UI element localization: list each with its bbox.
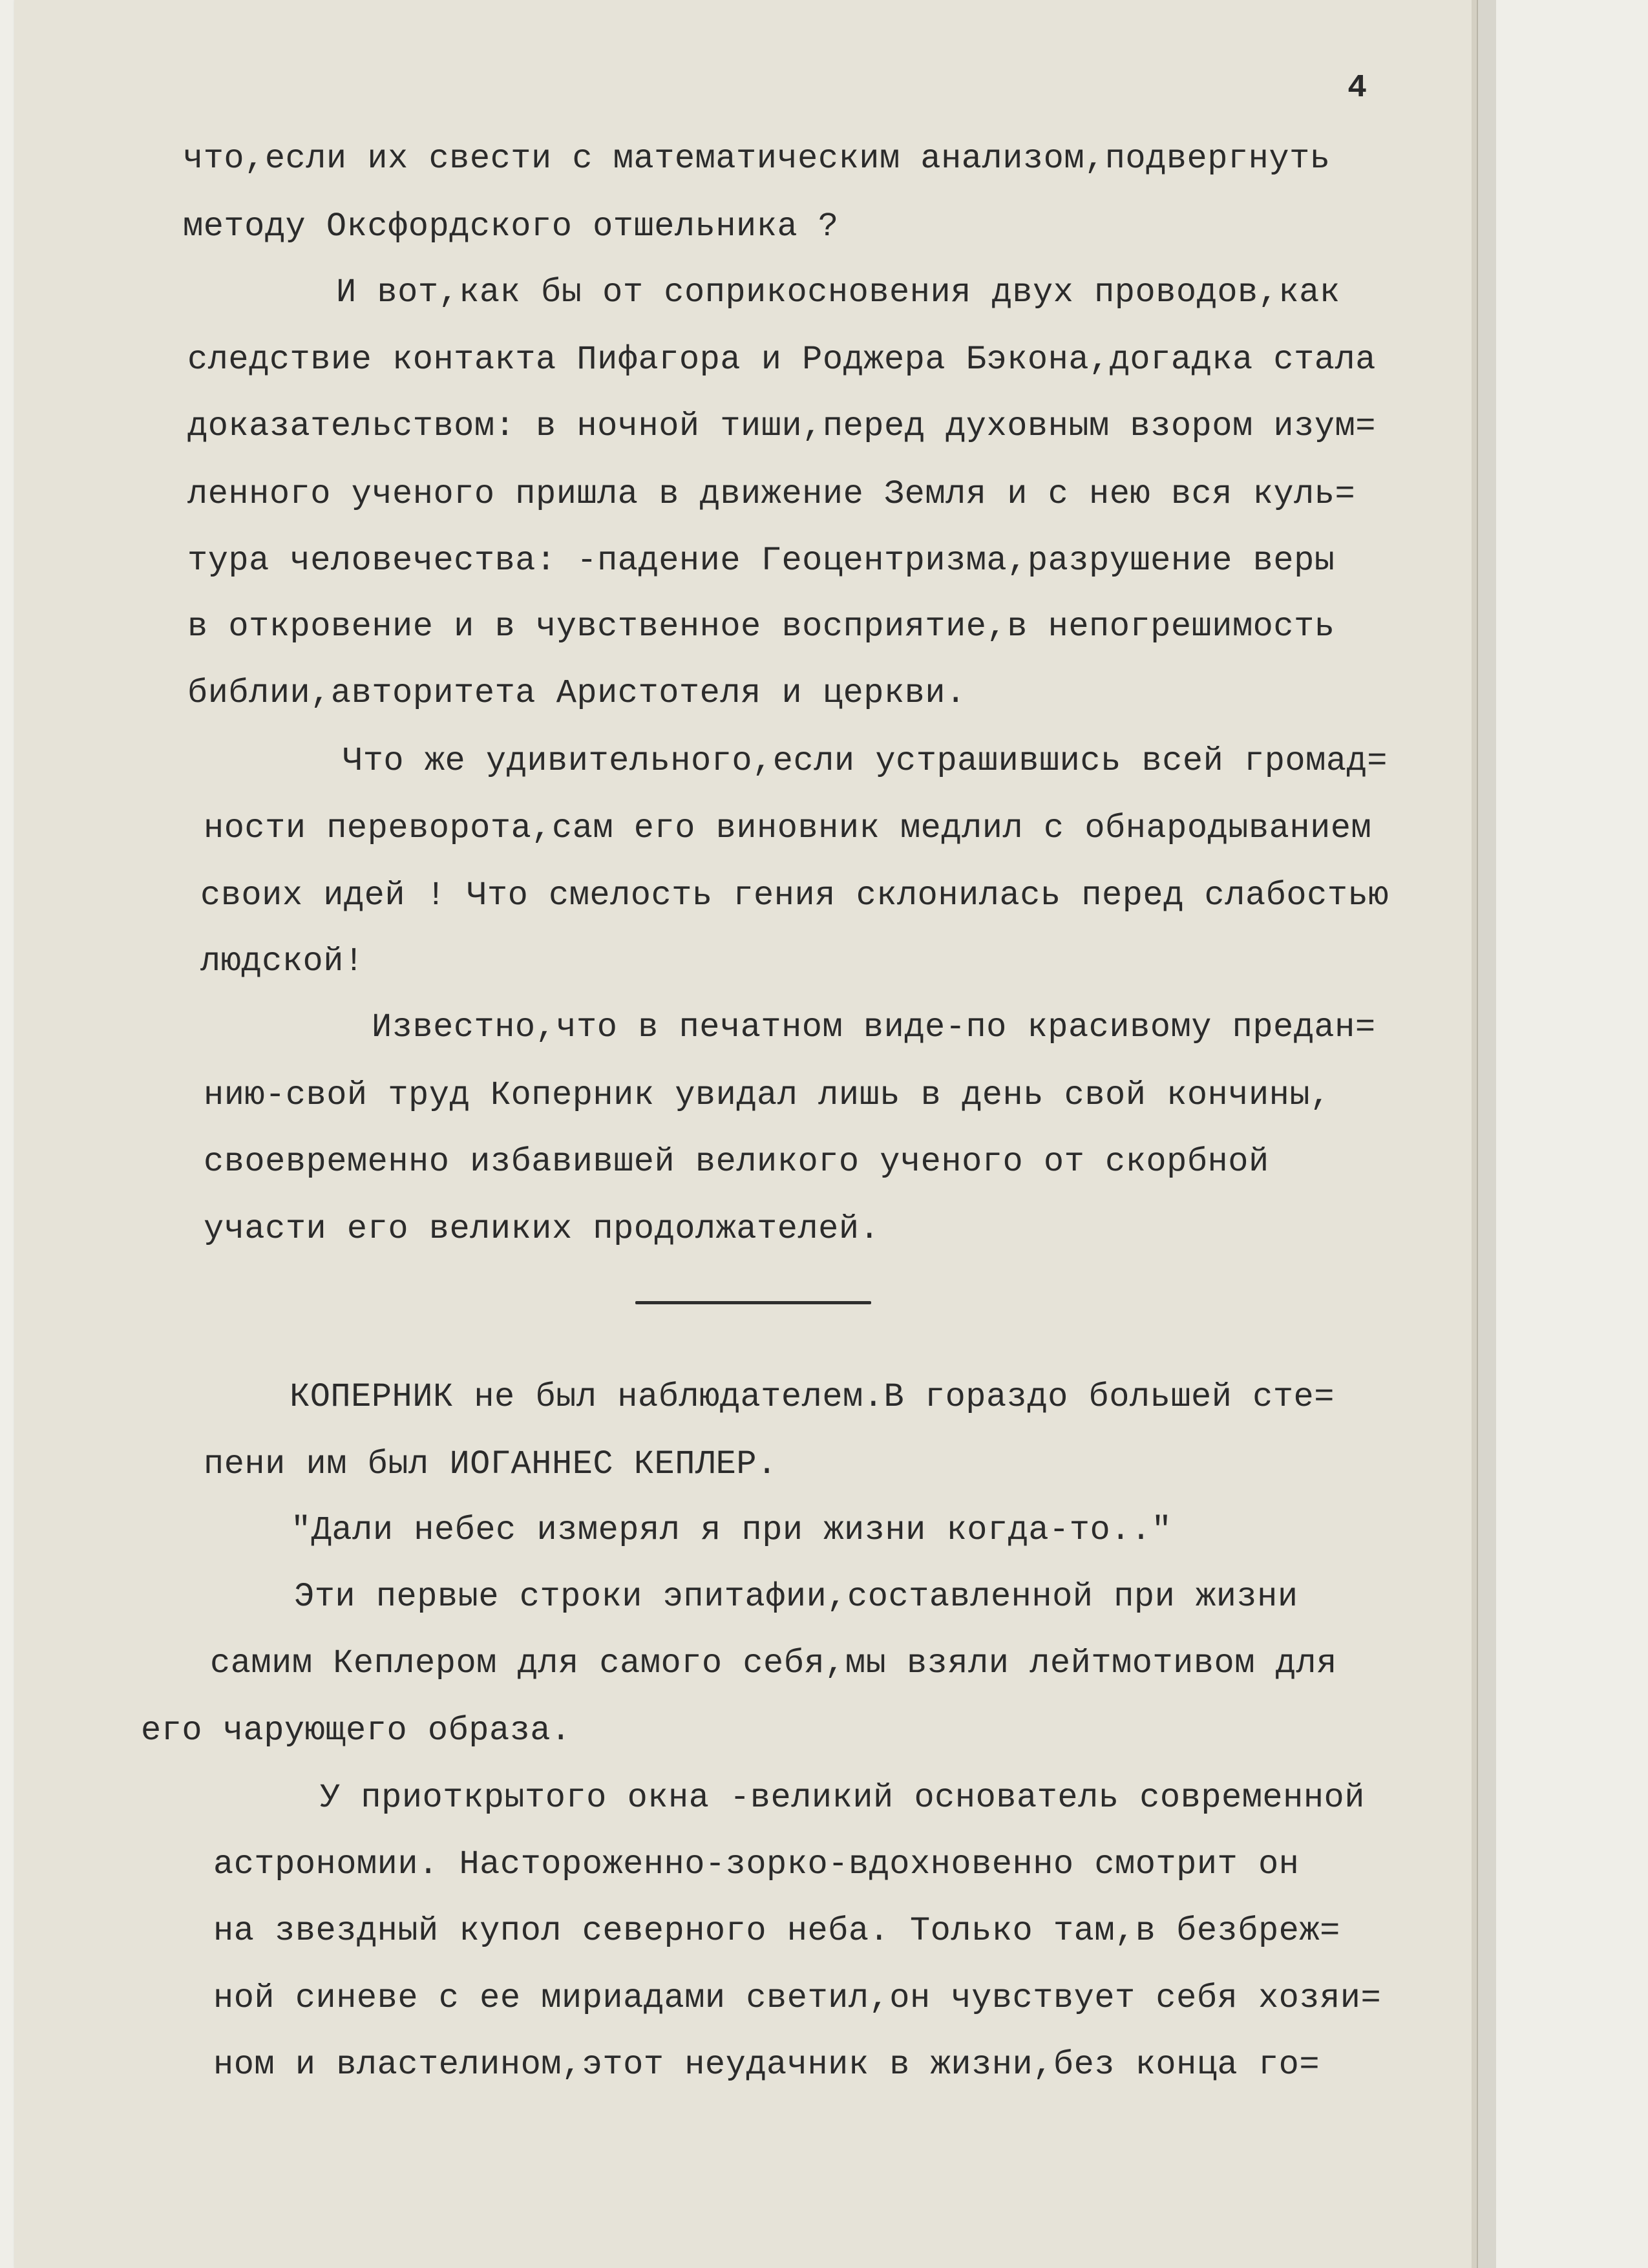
- text-line: самим Кеплером для самого себя,мы взяли лейтмотивом для: [210, 1644, 1337, 1682]
- text-line: тура человечества: -падение Геоцентризма,разрушение веры: [187, 542, 1335, 580]
- text-line: ности переворота,сам его виновник медлил с обнародыванием: [204, 809, 1372, 847]
- text-line: И вот,как бы от соприкосновения двух проводов,как: [336, 273, 1340, 312]
- text-line: участи его великих продолжателей.: [204, 1210, 880, 1248]
- text-line: в откровение и в чувственное восприятие,в непогрешимость: [187, 608, 1335, 646]
- section-divider: [635, 1301, 871, 1304]
- text-line: ной синеве с ее мириадами светил,он чувствует себя хозяи=: [213, 1979, 1382, 2017]
- text-line: следствие контакта Пифагора и Роджера Бэкона,догадка стала: [187, 341, 1376, 379]
- text-line: своих идей ! Что смелость гения склонилась перед слабостью: [200, 876, 1389, 915]
- text-line: У приоткрытого окна -великий основатель современной: [320, 1779, 1365, 1817]
- text-line: Известно,что в печатном виде-по красивому предан=: [372, 1008, 1376, 1046]
- text-line: что,если их свести с математическим анализом,подвергнуть: [183, 140, 1331, 178]
- text-line: доказательством: в ночной тиши,перед духовным взором изум=: [187, 407, 1376, 445]
- text-line: на звездный купол северного неба. Только там,в безбреж=: [213, 1912, 1340, 1950]
- text-line: его чарующего образа.: [141, 1712, 571, 1750]
- text-line: астрономии. Настороженно-зорко-вдохновенно смотрит он: [213, 1845, 1300, 1883]
- text-line: "Дали небес измерял я при жизни когда-то..": [291, 1511, 1172, 1549]
- text-line: методу Оксфордского отшельника ?: [183, 207, 839, 246]
- page-edge: [1472, 0, 1478, 2268]
- underlying-sheet: [1477, 0, 1496, 2268]
- text-line: нию-свой труд Коперник увидал лишь в день свой кончины,: [204, 1076, 1331, 1114]
- text-line: Что же удивительного,если устрашившись всей громад=: [343, 742, 1388, 780]
- text-line: ленного ученого пришла в движение Земля и с нею вся куль=: [187, 475, 1356, 513]
- page-number: 4: [1347, 70, 1368, 107]
- text-line: людской!: [200, 942, 364, 980]
- text-line: ном и властелином,этот неудачник в жизни,без конца го=: [213, 2046, 1320, 2084]
- text-line: пени им был ИОГАННЕС КЕПЛЕР.: [204, 1445, 777, 1483]
- text-line: своевременно избавившей великого ученого от скорбной: [204, 1143, 1269, 1181]
- text-line: КОПЕРНИК не был наблюдателем.В гораздо большей сте=: [290, 1378, 1335, 1416]
- text-line: Эти первые строки эпитафии,составленной при жизни: [294, 1578, 1298, 1616]
- text-line: библии,авторитета Аристотеля и церкви.: [187, 674, 966, 712]
